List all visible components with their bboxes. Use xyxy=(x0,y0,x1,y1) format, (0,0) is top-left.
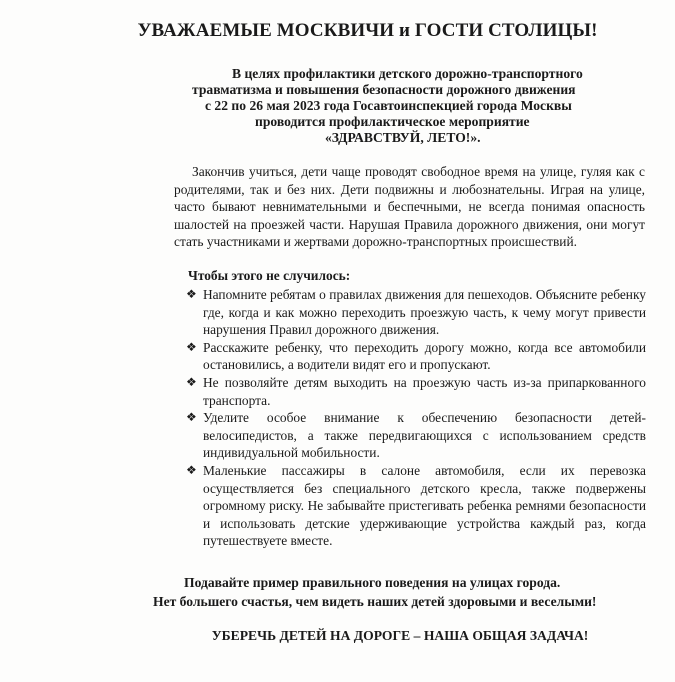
tips-subheading: Чтобы этого не случилось: xyxy=(188,268,351,283)
tips-list xyxy=(186,286,646,550)
diamond-bullet-icon: ❖ xyxy=(186,462,197,477)
main-paragraph: Закончив учиться, дети чаще проводят свободное время на улице, гуляя как с родителями, так и без них. Дети подвижны и любознательны. Играя на улице, часто бывают невнимательными и беспечными, не всегда понимая опасность шалостей на проезжей части. Нарушая Правила дорожного движения, они могут стать участниками и жертвами дорожно-транспортных происшествий. xyxy=(174,164,645,250)
tip-text: Напомните ребятам о правилах движения для пешеходов. Объясните ребенку где, когда и как можно переходить проезжую часть, к чему могут привести нарушения Правил дорожного движения. xyxy=(203,287,646,338)
closing-block xyxy=(150,573,650,611)
diamond-bullet-icon: ❖ xyxy=(186,410,197,425)
list-item xyxy=(186,339,646,374)
list-item xyxy=(186,462,646,550)
intro-line: В целях профилактики детского дорожно-транспортного xyxy=(232,66,583,81)
tip-text: Маленькие пассажиры в салоне автомобиля, если их перевозка осуществляется без специального детского кресла, также подвержены огромному риску. Не забывайте пристегивать ребенка ремнями безопасности и использовать детские удерживающие устройства каждый раз, когда путешествуете вместе. xyxy=(203,462,646,549)
intro-line: проводится профилактическое мероприятие xyxy=(255,114,530,129)
list-item xyxy=(186,409,646,462)
list-item xyxy=(186,374,646,409)
diamond-bullet-icon: ❖ xyxy=(186,374,197,389)
motto: УБЕРЕЧЬ ДЕТЕЙ НА ДОРОГЕ – НАША ОБЩАЯ ЗАДАЧА! xyxy=(211,628,589,643)
diamond-bullet-icon: ❖ xyxy=(186,339,197,354)
intro-block xyxy=(150,66,650,146)
document-title: УВАЖАЕМЫЕ МОСКВИЧИ и ГОСТИ СТОЛИЦЫ! xyxy=(137,20,598,41)
tip-text: Не позволяйте детям выходить на проезжую часть из-за припаркованного транспорта. xyxy=(203,374,646,408)
intro-line: травматизма и повышения безопасности дорожного движения xyxy=(192,82,576,97)
intro-line: «ЗДРАВСТВУЙ, ЛЕТО!». xyxy=(325,130,481,145)
closing-line: Нет большего счастья, чем видеть наших детей здоровыми и веселыми! xyxy=(153,594,597,609)
list-item xyxy=(186,286,646,339)
tip-text: Уделите особое внимание к обеспечению безопасности детей-велосипедистов, а также передвигающихся с использованием средств индивидуальной мобильности. xyxy=(203,410,646,461)
closing-line: Подавайте пример правильного поведения на улицах города. xyxy=(184,575,561,590)
intro-line: с 22 по 26 мая 2023 года Госавтоинспекцией города Москвы xyxy=(205,98,572,113)
diamond-bullet-icon: ❖ xyxy=(186,287,197,301)
tip-text: Расскажите ребенку, что переходить дорогу можно, когда все автомобили остановились, а водители видят его и пропускают. xyxy=(203,339,646,373)
